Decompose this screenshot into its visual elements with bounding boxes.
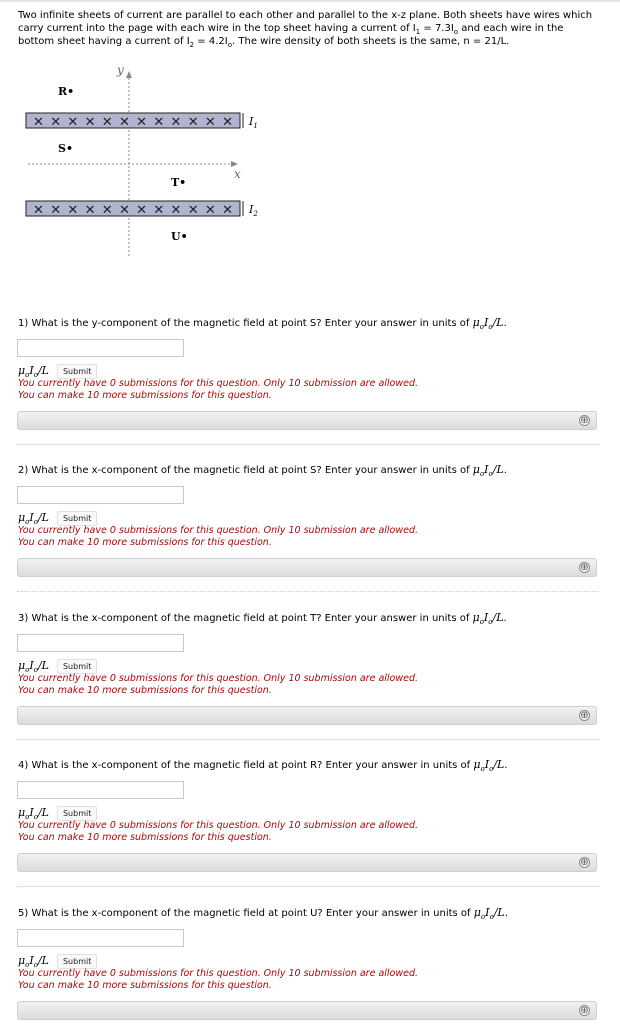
question-2-answer-input[interactable] — [17, 486, 184, 504]
question-2-text: 2) What is the x-component of the magnetic field at point S? Enter your answer in units of $\mu_oI_o/L$. — [18, 463, 507, 479]
question-3-submit-button[interactable]: Submit — [57, 659, 97, 674]
expand-plus-icon[interactable]: ⊕ — [580, 710, 589, 721]
question-4-expand-bar[interactable] — [17, 853, 597, 872]
question-5-expand-bar[interactable] — [17, 1001, 597, 1020]
point-u: U• — [171, 230, 188, 243]
bottom-sheet-wires: ✕✕✕✕✕✕✕✕✕✕✕✕ — [33, 203, 233, 218]
question-3-separator — [17, 739, 599, 740]
question-1-notice-1: You currently have 0 submissions for this question. Only 10 submission are allowed. — [18, 378, 419, 389]
question-5-text: 5) What is the x-component of the magnetic field at point U? Enter your answer in units of $\mu_oI_o/L$. — [18, 906, 508, 922]
question-2-unit-label: $\mu_oI_o/L$ — [18, 511, 49, 527]
question-2-expand-bar[interactable] — [17, 558, 597, 577]
problem-statement: Two infinite sheets of current are parallel to each other and parallel to the x-z plane. Both sheets have wires which carry current into the page with each wire in the top sheet having a current of $I_1 = 7.3I_o$ and each wire in the bottom sheet having a current of $I_2 = 4.2I_o$. The wire density of both sheets is the same, n = 21/L. — [18, 10, 593, 49]
question-4-unit-label: $\mu_oI_o/L$ — [18, 806, 49, 822]
expand-plus-icon[interactable]: ⊕ — [580, 562, 589, 573]
question-2-separator — [17, 591, 599, 592]
question-5-unit-label: $\mu_oI_o/L$ — [18, 954, 49, 970]
question-5-answer-input[interactable] — [17, 929, 184, 947]
question-2-notice-2: You can make 10 more submissions for this question. — [18, 537, 272, 548]
question-3-answer-input[interactable] — [17, 634, 184, 652]
label-i1: $I_1$ — [249, 115, 258, 130]
y-axis-arrow — [126, 71, 132, 78]
question-3-text: 3) What is the x-component of the magnetic field at point T? Enter your answer in units of $\mu_oI_o/L$. — [18, 611, 507, 627]
question-1-notice-2: You can make 10 more submissions for this question. — [18, 390, 272, 401]
question-5 — [0, 906, 620, 1024]
sheet-diagram — [0, 0, 620, 280]
question-2-notice-1: You currently have 0 submissions for this question. Only 10 submission are allowed. — [18, 525, 419, 536]
question-4 — [0, 758, 620, 908]
question-4-notice-1: You currently have 0 submissions for this question. Only 10 submission are allowed. — [18, 820, 419, 831]
question-1-text: 1) What is the y-component of the magnetic field at point S? Enter your answer in units of $\mu_oI_o/L$. — [18, 316, 507, 332]
point-r: R• — [58, 85, 75, 98]
expand-plus-icon[interactable]: ⊕ — [580, 415, 589, 426]
question-3-notice-2: You can make 10 more submissions for this question. — [18, 685, 272, 696]
question-3-unit-label: $\mu_oI_o/L$ — [18, 659, 49, 675]
question-1 — [0, 316, 620, 466]
question-4-answer-input[interactable] — [17, 781, 184, 799]
question-4-separator — [17, 886, 599, 887]
label-i2: $I_2$ — [249, 203, 258, 218]
question-2-submit-button[interactable]: Submit — [57, 511, 97, 526]
point-t: T• — [171, 176, 187, 189]
question-3-notice-1: You currently have 0 submissions for this question. Only 10 submission are allowed. — [18, 673, 419, 684]
question-1-submit-button[interactable]: Submit — [57, 364, 97, 379]
question-5-notice-2: You can make 10 more submissions for this question. — [18, 980, 272, 991]
question-1-answer-input[interactable] — [17, 339, 184, 357]
question-5-submit-button[interactable]: Submit — [57, 954, 97, 969]
question-1-separator — [17, 444, 599, 445]
question-4-submit-button[interactable]: Submit — [57, 806, 97, 821]
question-4-text: 4) What is the x-component of the magnetic field at point R? Enter your answer in units of $\mu_oI_o/L$. — [18, 758, 508, 774]
question-1-expand-bar[interactable] — [17, 411, 597, 430]
expand-plus-icon[interactable]: ⊕ — [580, 1005, 589, 1016]
expand-plus-icon[interactable]: ⊕ — [580, 857, 589, 868]
point-s: S• — [58, 142, 73, 155]
y-axis-label: y — [117, 63, 124, 77]
question-4-notice-2: You can make 10 more submissions for this question. — [18, 832, 272, 843]
x-axis-label: x — [234, 167, 241, 181]
question-3 — [0, 611, 620, 761]
top-sheet-wires: ✕✕✕✕✕✕✕✕✕✕✕✕ — [33, 115, 233, 130]
question-5-notice-1: You currently have 0 submissions for this question. Only 10 submission are allowed. — [18, 968, 419, 979]
question-3-expand-bar[interactable] — [17, 706, 597, 725]
question-1-unit-label: $\mu_oI_o/L$ — [18, 364, 49, 380]
question-2 — [0, 463, 620, 613]
